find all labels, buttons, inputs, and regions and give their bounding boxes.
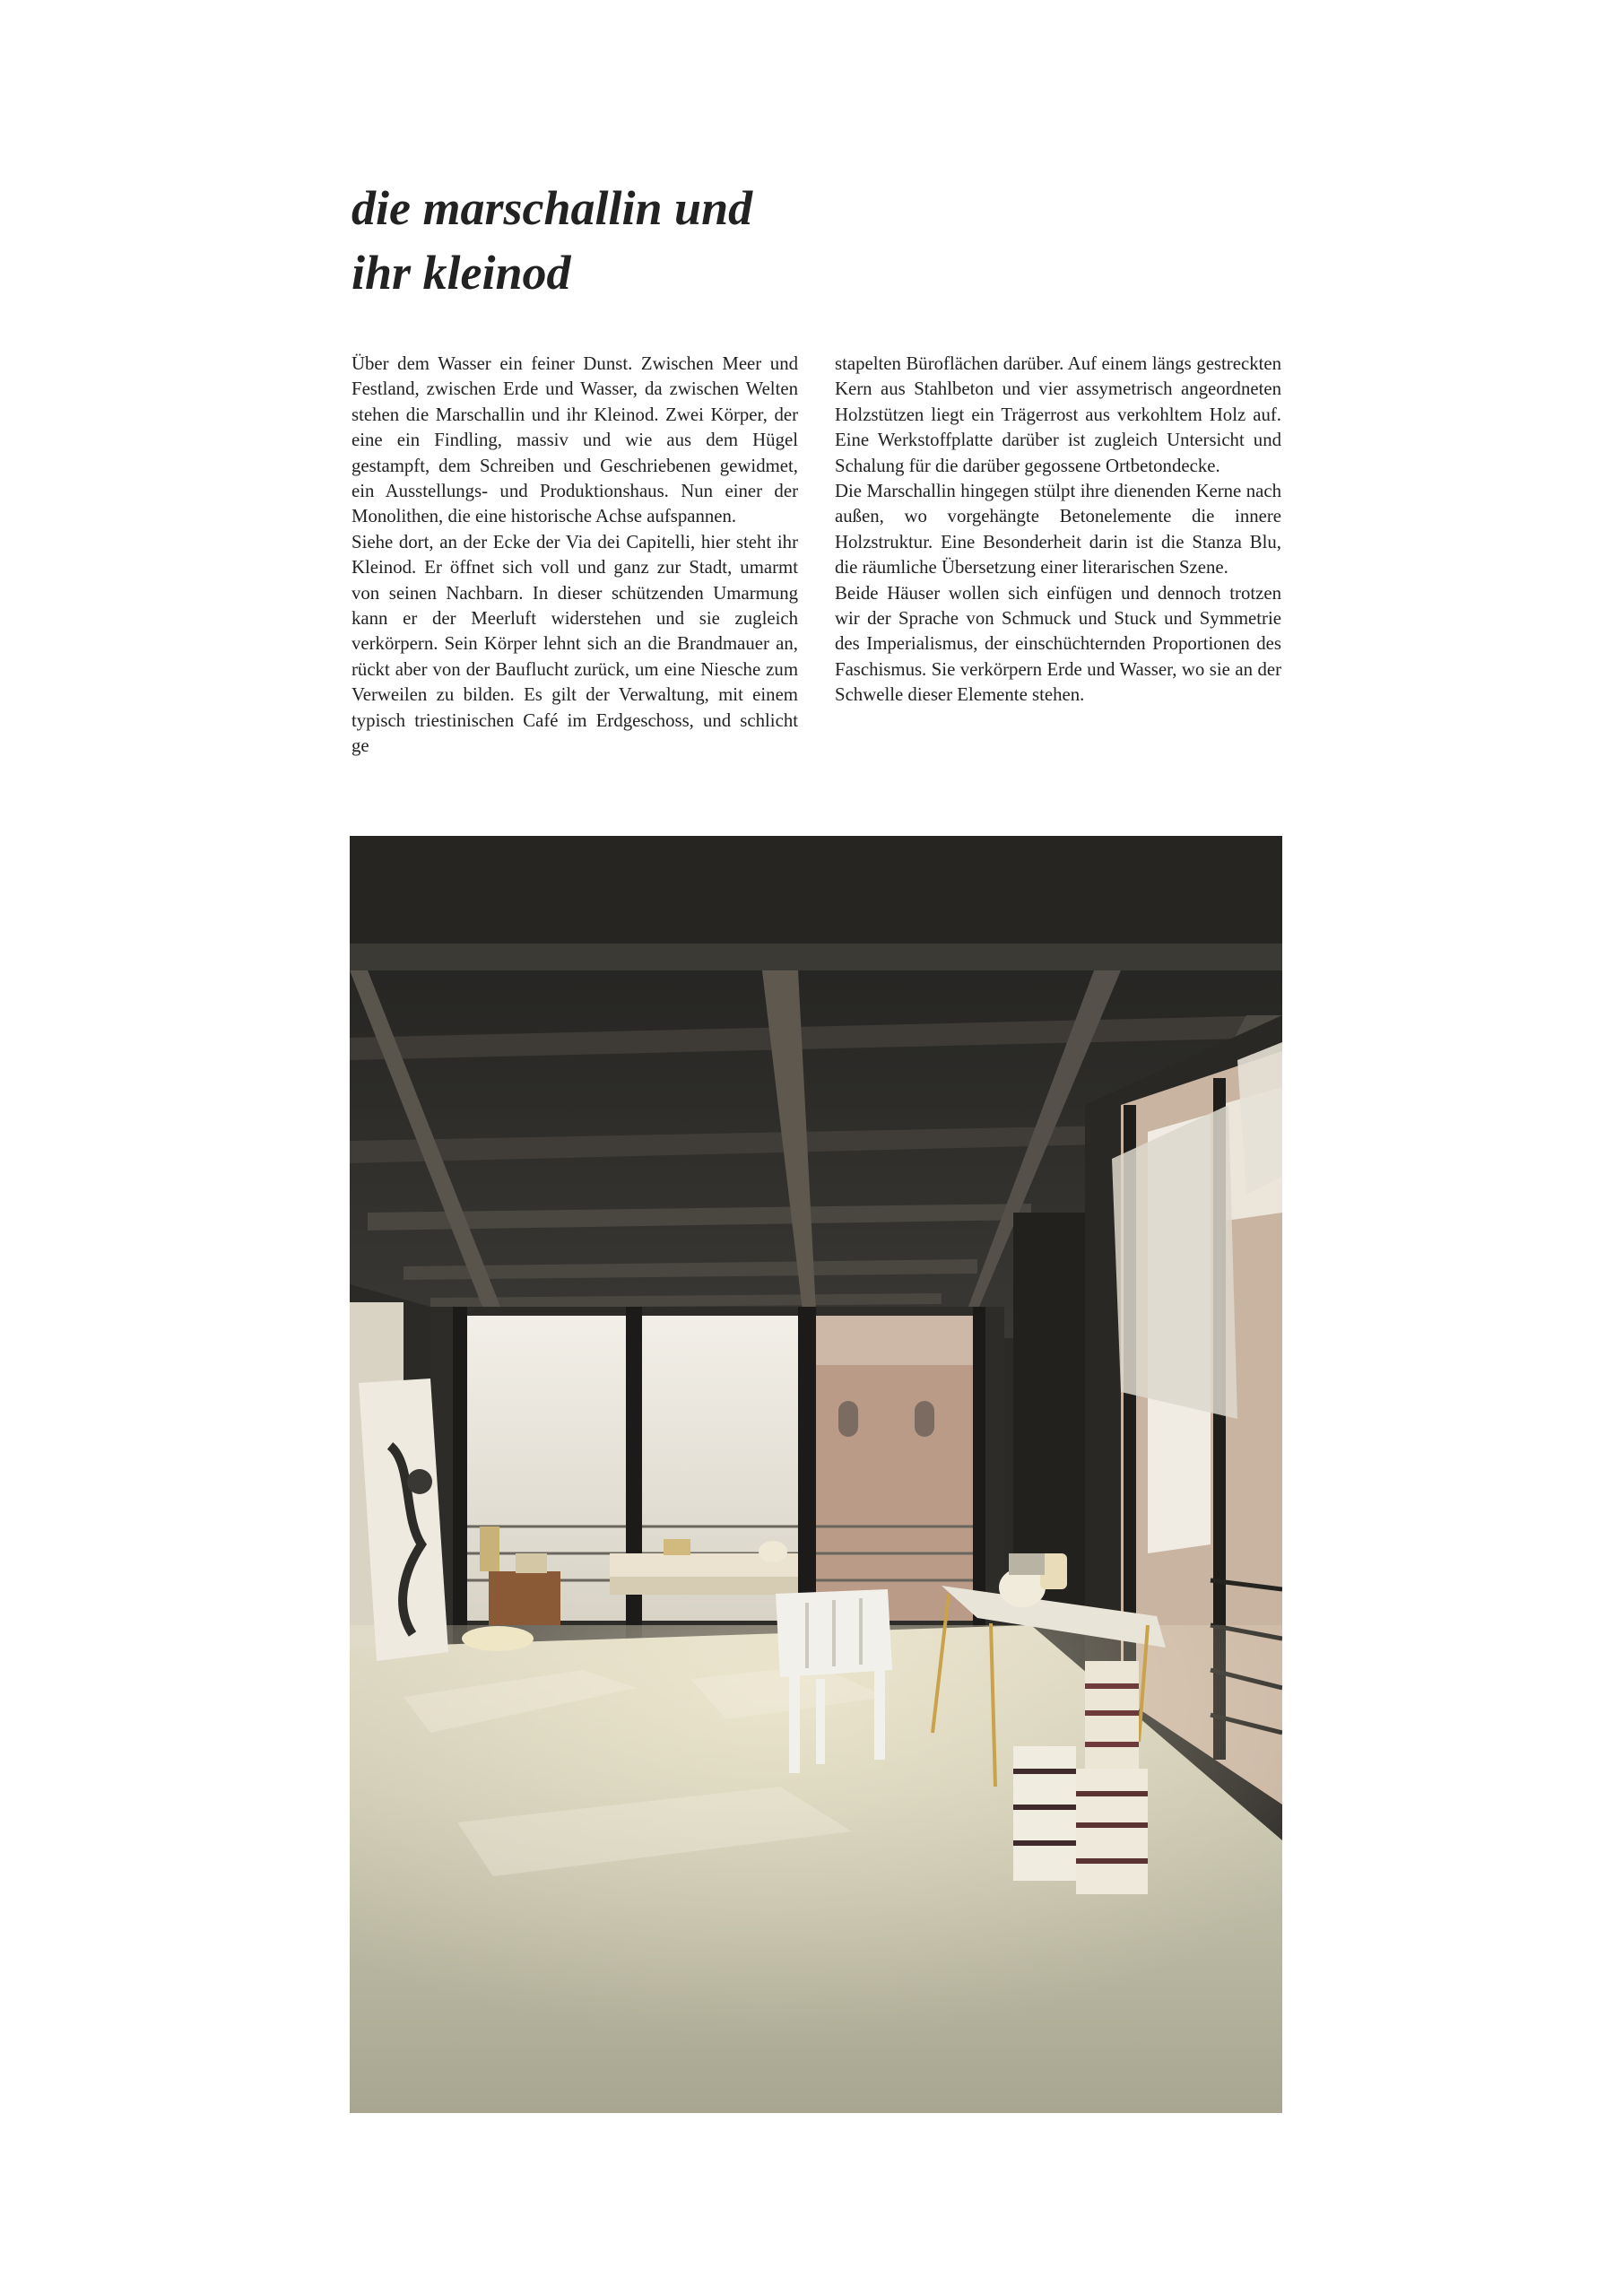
- title-line-1: die marschallin und: [352, 181, 753, 235]
- paragraph: Über dem Wasser ein feiner Dunst. Zwischen Meer und Festland, zwischen Erde und Wasser, da zwischen Welten stehen die Marschallin und ihr Kleinod. Zwei Körper, der eine ein Findling, massiv und wie aus dem Hügel gestampft, dem Schreiben und Geschriebenen gewidmet, ein Ausstellungs- und Produktionshaus. Nun einer der Monolithen, die eine historische Achse aufspannen.: [352, 353, 798, 527]
- paragraph: Siehe dort, an der Ecke der Via dei Capitelli, hier steht ihr Kleinod. Er öffnet sich voll und ganz zur Stadt, umarmt von seinen Nachbarn. In dieser schützenden Umarmung kann er der Meerluft widerstehen und sie zugleich verkörpern. Sein Körper lehnt sich an die Brandmauer an, rückt aber von der Bauflucht zurück, um eine Niesche zum Verweilen zu bilden. Es gilt der Verwaltung, mit einem typisch triestinischen Café im Erdgeschoss, und schlicht ge: [352, 531, 798, 757]
- curtain: [1112, 1105, 1237, 1419]
- text-column-left: [352, 352, 798, 760]
- paragraph: stapelten Büroflächen darüber. Auf einem längs gestreckten Kern aus Stahlbeton und vier assymetrisch angeordneten Holzstützen liegt ein Trägerrost aus verkohltem Holz auf. Eine Werkstoffplatte darüber ist zugleich Untersicht und Schalung für die darüber gegossene Ortbetondecke.: [835, 353, 1281, 476]
- title-line-2: ihr kleinod: [352, 246, 571, 300]
- text-column-right: [835, 352, 1281, 709]
- side-table: [489, 1571, 560, 1625]
- architectural-model-photo: [350, 836, 1282, 2113]
- article-title: [352, 176, 979, 305]
- paragraph: Beide Häuser wollen sich einfügen und dennoch trotzen wir der Sprache von Schmuck und Stuck und Symmetrie des Imperialismus, der einschüchternden Proportionen des Faschismus. Sie verkörpern Erde und Wasser, wo sie an der Schwelle dieser Elemente stehen.: [835, 582, 1281, 706]
- paragraph: Die Marschallin hingegen stülpt ihre dienenden Kerne nach außen, wo vorgehängte Betonelemente die innere Holzstruktur. Eine Besonderheit darin ist die Stanza Blu, die räumliche Übersetzung einer literarischen Szene.: [835, 481, 1281, 578]
